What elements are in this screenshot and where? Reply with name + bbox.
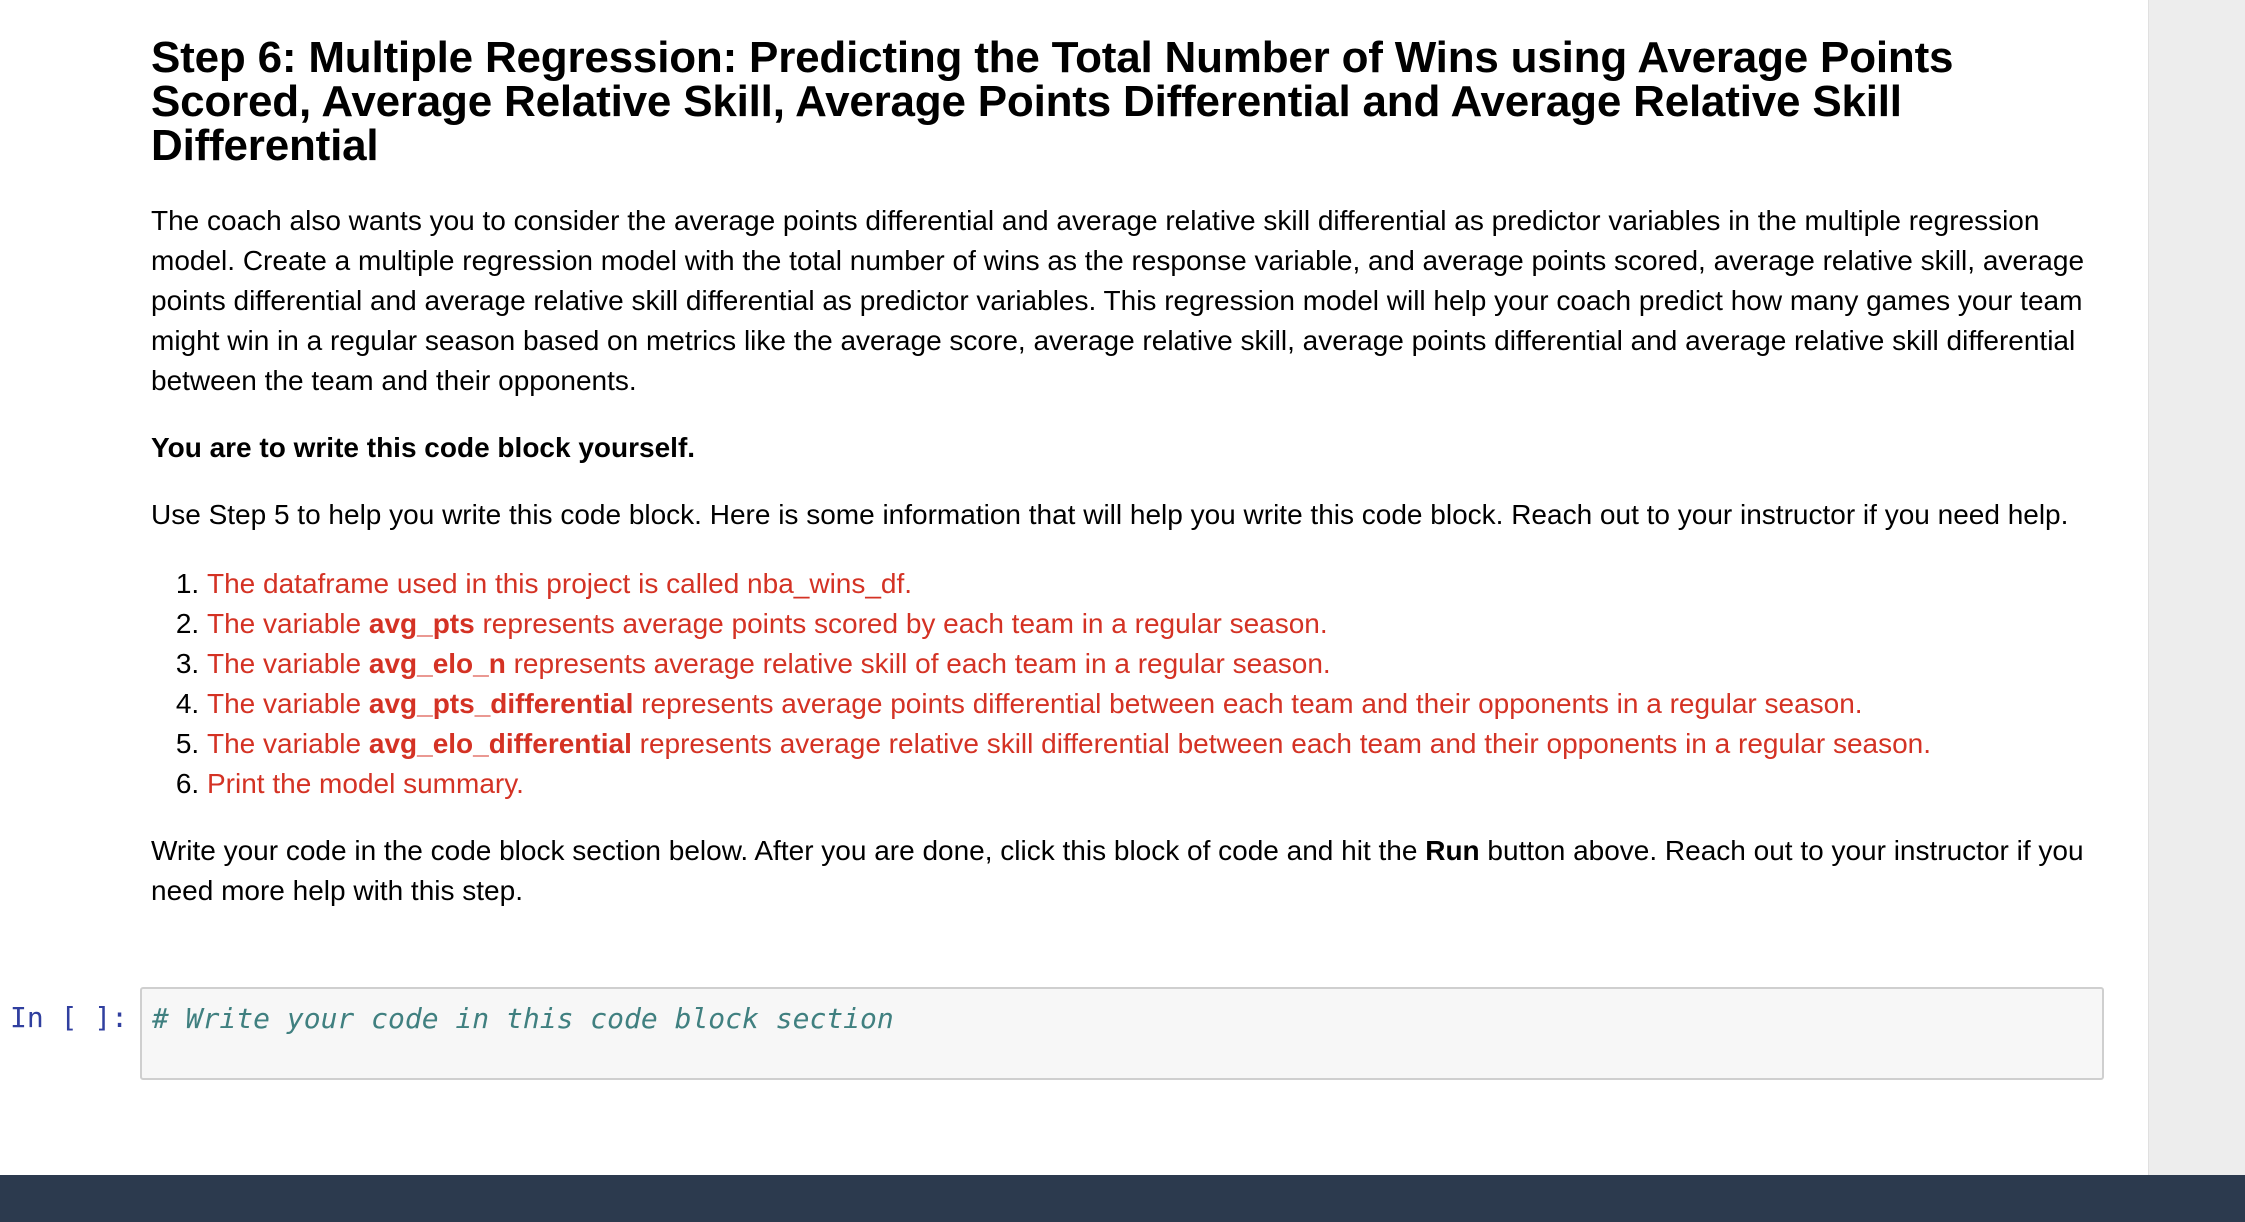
bottom-bar <box>0 1175 2245 1222</box>
hint-list <box>151 564 2086 804</box>
help-paragraph: Use Step 5 to help you write this code block. Here is some information that will help you write this code block. Reach out to your instructor if you need help. <box>151 499 2069 530</box>
run-keyword: Run <box>1425 835 1480 866</box>
hint-variable-name: avg_elo_n <box>368 648 506 679</box>
right-gutter <box>2148 0 2245 1175</box>
hint-text-post: represents average relative skill of each team in a regular season. <box>505 648 1331 679</box>
markdown-cell[interactable] <box>151 33 2086 911</box>
hint-item-avg-pts-differential <box>207 684 2086 724</box>
hint-item-dataframe <box>207 564 2086 604</box>
hint-variable-name: avg_pts_differential <box>368 688 634 719</box>
run-instruction-pre: Write your code in the code block section below. After you are done, click this block of code and hit the <box>151 835 1426 866</box>
hint-text-post: represents average points scored by each team in a regular season. <box>474 608 1328 639</box>
intro-paragraph: The coach also wants you to consider the average points differential and average relative skill differential as predictor variables in the multiple regression model. Create a multiple regression model with the total number of wins as the response variable, and average points scored, average relative skill, average points differential and average relative skill differential as predictor variables. This regression model will help your coach predict how many games your team might win in a regular season based on metrics like the average score, average relative skill, average points differential and average relative skill differential between the team and their opponents. <box>151 205 2085 396</box>
instruction-bold-paragraph: You are to write this code block yourself. <box>151 432 696 463</box>
hint-text: The dataframe used in this project is called nba_wins_df. <box>207 568 913 599</box>
hint-variable-name: avg_pts <box>368 608 475 639</box>
run-instruction-post: button above. Reach out to your instructor if you need more help with this step. <box>151 835 2084 906</box>
hint-variable-name: avg_elo_differential <box>368 728 632 759</box>
step-heading: Step 6: Multiple Regression: Predicting the Total Number of Wins using Average Points Scored, Average Relative Skill, Average Points Differential and Average Relative Skill Differential <box>151 33 1954 170</box>
hint-item-avg-elo-differential <box>207 724 2086 764</box>
hint-text-post: represents average points differential between each team and their opponents in a regular season. <box>633 688 1863 719</box>
hint-text-pre: The variable <box>207 688 369 719</box>
input-prompt: In [ ]: <box>10 1001 129 1034</box>
hint-text: Print the model summary. <box>207 768 524 799</box>
hint-item-print-summary <box>207 764 2086 804</box>
hint-item-avg-pts <box>207 604 2086 644</box>
hint-text-pre: The variable <box>207 728 369 759</box>
code-editor-input[interactable] <box>140 987 2104 1080</box>
hint-text-post: represents average relative skill differential between each team and their opponents in a regular season. <box>631 728 1932 759</box>
hint-item-avg-elo-n <box>207 644 2086 684</box>
hint-text-pre: The variable <box>207 648 369 679</box>
code-comment-line[interactable]: # Write your code in this code block section <box>152 1002 894 1035</box>
hint-text-pre: The variable <box>207 608 369 639</box>
run-instruction-paragraph <box>151 831 2086 911</box>
